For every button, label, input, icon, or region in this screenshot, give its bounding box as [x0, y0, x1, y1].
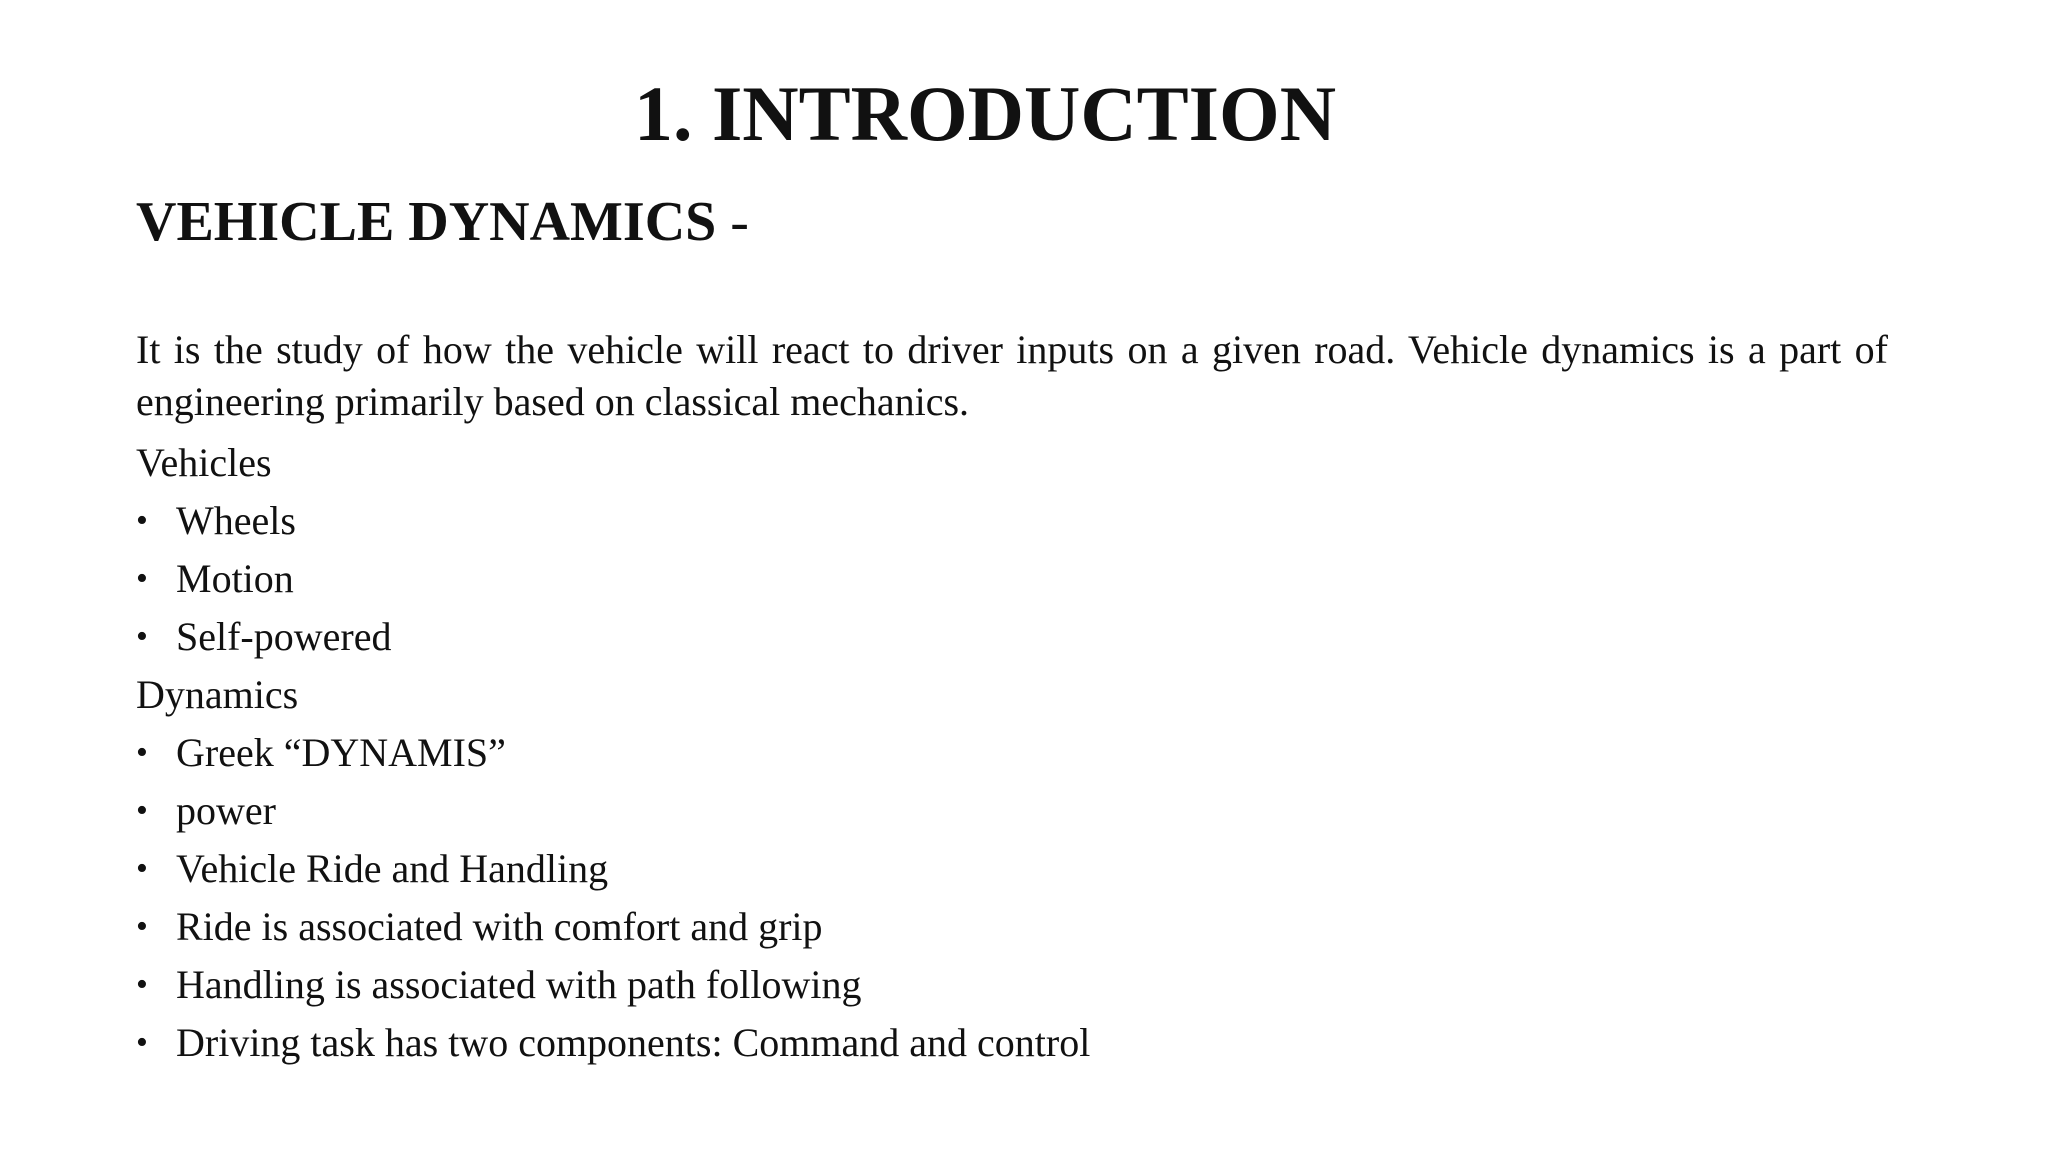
bullet-icon: • [136, 560, 148, 597]
list-item [136, 608, 1888, 666]
slide-content [136, 324, 1888, 1072]
list-item [136, 898, 1888, 956]
list-item [136, 724, 1888, 782]
section-heading-text: VEHICLE DYNAMICS [136, 191, 717, 253]
intro-paragraph: It is the study of how the vehicle will react to driver inputs on a given road. Vehicle dynamics is a part of engineering primarily based on classical mechanics. [136, 327, 1888, 424]
list-item-text: Handling is associated with path following [176, 962, 862, 1007]
list-item [136, 782, 1888, 840]
dynamics-bullet-list [136, 724, 1888, 1072]
bullet-icon: • [136, 618, 148, 655]
list-item-text: Greek “DYNAMIS” [176, 730, 506, 775]
list-item [136, 956, 1888, 1014]
bullet-icon: • [136, 734, 148, 771]
section-label-vehicles: Vehicles [136, 440, 272, 485]
list-item-text: Wheels [176, 498, 296, 543]
bullet-icon: • [136, 966, 148, 1003]
list-item-text: Vehicle Ride and Handling [176, 846, 609, 891]
list-item-text: Driving task has two components: Command and control [176, 1020, 1091, 1065]
bullet-icon: • [136, 850, 148, 887]
bullet-icon: • [136, 502, 148, 539]
list-item-text: power [176, 788, 276, 833]
list-item-text: Ride is associated with comfort and grip [176, 904, 823, 949]
bullet-icon: • [136, 1024, 148, 1061]
list-item [136, 1014, 1888, 1072]
list-item [136, 550, 1888, 608]
list-item-text: Motion [176, 556, 294, 601]
bullet-icon: • [136, 792, 148, 829]
section-label-dynamics: Dynamics [136, 672, 299, 717]
section-heading-separator: - [716, 191, 749, 253]
vehicles-bullet-list [136, 492, 1888, 666]
list-item [136, 840, 1888, 898]
list-item [136, 492, 1888, 550]
list-item-text: Self-powered [176, 614, 392, 659]
section-heading [136, 188, 749, 256]
slide-title: 1. INTRODUCTION [633, 70, 1337, 157]
bullet-icon: • [136, 908, 148, 945]
